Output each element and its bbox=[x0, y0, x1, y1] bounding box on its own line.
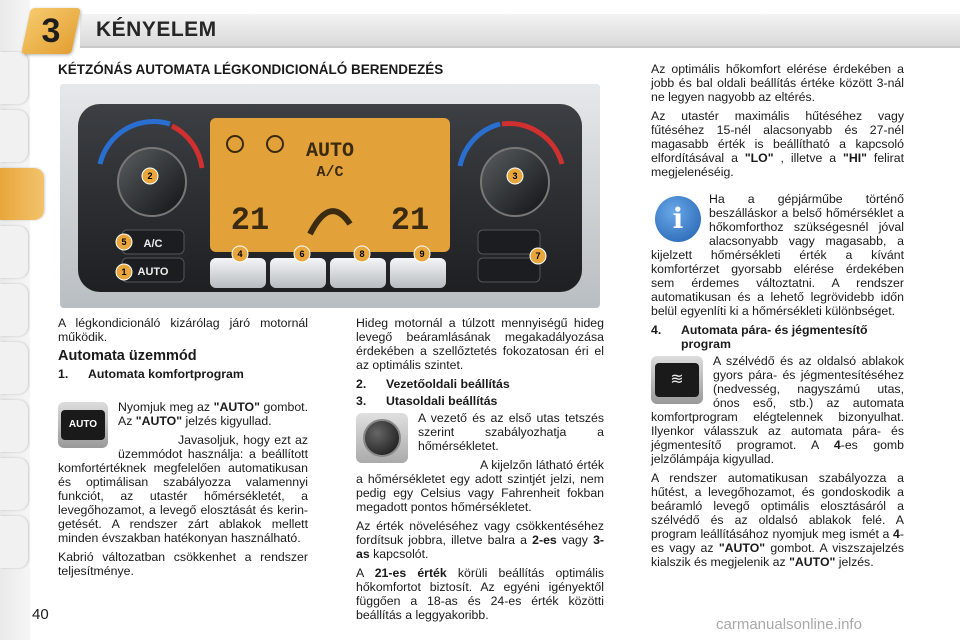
rear-screen-demist-button[interactable] bbox=[390, 258, 446, 288]
chapter-tab-active[interactable] bbox=[0, 168, 44, 220]
paragraph-display-value: A kijelzőn látható érték a hőmérsékletet egy adott szintjét jelzi, nem pedig egy Celsius vagy Fahrenheit fokban megadott pontos hőmérsékletet. bbox=[356, 458, 604, 514]
automatic-mode-heading: Automata üzemmód bbox=[58, 348, 197, 364]
defrost-button-icon bbox=[651, 356, 703, 404]
air-distribution-button[interactable] bbox=[270, 258, 326, 288]
knob-icon bbox=[363, 419, 401, 457]
paragraph-auto-recommend: Javasoljuk, hogy ezt az üzemmódot használja: a beállított komfortértéknek megfelelően automatikusan és optimálisan szabályozza valamennyi funkciót, az utastér hőmérsékletét, a levegőhozamot, a levegő elosztását és kerin-getését. A rendszer zárt ablakok mellett minden évszakban hatékonyan használható. bbox=[58, 433, 308, 545]
paragraph-auto-press: Nyomjuk meg az "AUTO" gombot. Az "AUTO" jelzés kigyullad. bbox=[118, 400, 308, 428]
badge-8-label: 8 bbox=[359, 249, 365, 259]
chapter-number: 3 bbox=[41, 12, 61, 50]
chapter-tab[interactable] bbox=[0, 110, 28, 162]
display-temp-right: 21 bbox=[390, 202, 430, 239]
chapter-tab[interactable] bbox=[0, 226, 28, 278]
chapter-tab[interactable] bbox=[0, 516, 28, 568]
ac-button-label: A/C bbox=[143, 238, 163, 250]
recirculation-button[interactable] bbox=[330, 258, 386, 288]
chapter-tab[interactable] bbox=[0, 52, 28, 104]
display-temp-left: 21 bbox=[230, 202, 270, 239]
badge-2-label: 2 bbox=[147, 171, 153, 181]
display-ac-text: A/C bbox=[316, 164, 344, 181]
chapter-tab[interactable] bbox=[0, 284, 28, 336]
info-icon: i bbox=[655, 196, 701, 242]
fan-speed-up-button[interactable] bbox=[478, 230, 540, 254]
item-1-heading: 1. Automata komfortprogram bbox=[58, 367, 244, 381]
badge-3-label: 3 bbox=[512, 171, 518, 181]
intro-text: A légkondicionáló kizárólag járó motornál működik. bbox=[58, 316, 308, 344]
display-auto-text: AUTO bbox=[305, 140, 355, 163]
paragraph-lo-hi: Az utastér maximális hűtéséhez vagy fűtéséhez 15-nél alacsonyabb és 27-nél magasabb érték is beállítható a kapcsoló elfordításával a "LO" , illetve a "HI" felirat megjelenéséig. bbox=[651, 109, 904, 179]
paragraph-defrost-stop: A rendszer automatikusan szabályozza a hűtést, a levegőhozamot, és gondoskodik a beáramló levegő optimális elosztásáról a szélvédő és az oldalsó ablakok felé. A program leállításához nyomjuk meg ismét a 4-es vagy az "AUTO" gombot. A viszszajelzés kialszik és megjelenik az "AUTO" jelzés. bbox=[651, 471, 905, 569]
paragraph-optimal-21: A 21-es érték körüli beállítás optimális hőkomfortot biztosít. Az egyéni igényektől függően a 18-as és 24-es érték közötti beállítás a leggyakoribb. bbox=[356, 566, 604, 622]
climate-control-panel-photo bbox=[60, 84, 600, 308]
paragraph-defrost: A szélvédő és az oldalsó ablakok gyors pára- és jégmentesítéséhez (nedvesség, nagyszámú utas, ónos eső, stb.) az automata komfortprogram elégtelennek bizonyulhat. Ilyenkor válasszuk az automata pára- és jégmentesítő programot. A 4-es gomb jelzőlámpája kigyullad. bbox=[651, 354, 904, 466]
column-3 bbox=[651, 62, 904, 574]
badge-6-label: 6 bbox=[299, 249, 305, 259]
paragraph-difference: Az optimális hőkomfort elérése érdekében a jobb és bal oldali beállítás értéke között 3-nál ne legyen nagyobb az eltérés. bbox=[651, 62, 904, 104]
watermark: carmanualsonline.info bbox=[716, 616, 862, 633]
item-3-heading: 3. Utasoldali beállítás bbox=[356, 394, 498, 408]
chapter-title: KÉNYELEM bbox=[96, 18, 217, 41]
auto-button-icon bbox=[58, 402, 108, 448]
section-title: KÉTZÓNÁS AUTOMATA LÉGKONDICIONÁLÓ BERENDEZÉS bbox=[58, 62, 444, 77]
badge-1-label: 1 bbox=[121, 267, 127, 277]
page-number: 40 bbox=[32, 606, 49, 623]
column-2 bbox=[356, 316, 604, 627]
badge-5-label: 5 bbox=[121, 237, 127, 247]
paragraph-cabrio: Kabrió változatban csökkenhet a rendszer teljesítménye. bbox=[58, 550, 308, 578]
badge-4-label: 4 bbox=[237, 249, 243, 259]
item-2-heading: 2. Vezetőoldali beállítás bbox=[356, 377, 510, 391]
item-4-heading: 4. Automata pára- és jégmentesítő program bbox=[651, 323, 868, 351]
paragraph-temp-adjust: A vezető és az első utas tetszés szerint szabályozhatja a hőmérsékletet. bbox=[418, 411, 604, 453]
badge-7-label: 7 bbox=[535, 251, 541, 261]
column-1 bbox=[58, 316, 308, 583]
chapter-tab[interactable] bbox=[0, 342, 28, 394]
badge-9-label: 9 bbox=[419, 249, 425, 259]
chapter-tab[interactable] bbox=[0, 400, 28, 452]
fan-speed-down-button[interactable] bbox=[478, 258, 540, 282]
chapter-tab[interactable] bbox=[0, 458, 28, 510]
windscreen-defrost-button[interactable] bbox=[210, 258, 266, 288]
auto-button-label: AUTO bbox=[137, 266, 169, 278]
windscreen-defrost-icon: ≋ bbox=[655, 363, 699, 397]
temperature-knob-icon bbox=[356, 413, 408, 463]
info-note: Ha a gépjárműbe történő beszálláskor a belső hőmérséklet a hőkomforthoz szükségesnél jóval alacsonyabb vagy magasabb, a kijelzett hőmérsékleti érték a kívánt komfortérzet gyorsabb elérése érdekében sem érdemes változtatni. A rendszer automatikusan és a lehető legrövidebb időn belül egyenlíti ki a hőmérsékleti különbséget. bbox=[651, 192, 904, 318]
paragraph-cold-engine: Hideg motornál a túlzott mennyiségű hideg levegő beáramlásának megakadályozása érdekében a szellőztetés fokozatosan éri el az optimális szintet. bbox=[356, 316, 604, 372]
auto-button-icon-label: AUTO bbox=[61, 410, 105, 440]
paragraph-increase-decrease: Az érték növeléséhez vagy csökkentéséhez fordítsuk jobbra, illetve balra a 2-es vagy 3-as kapcsolót. bbox=[356, 519, 604, 561]
